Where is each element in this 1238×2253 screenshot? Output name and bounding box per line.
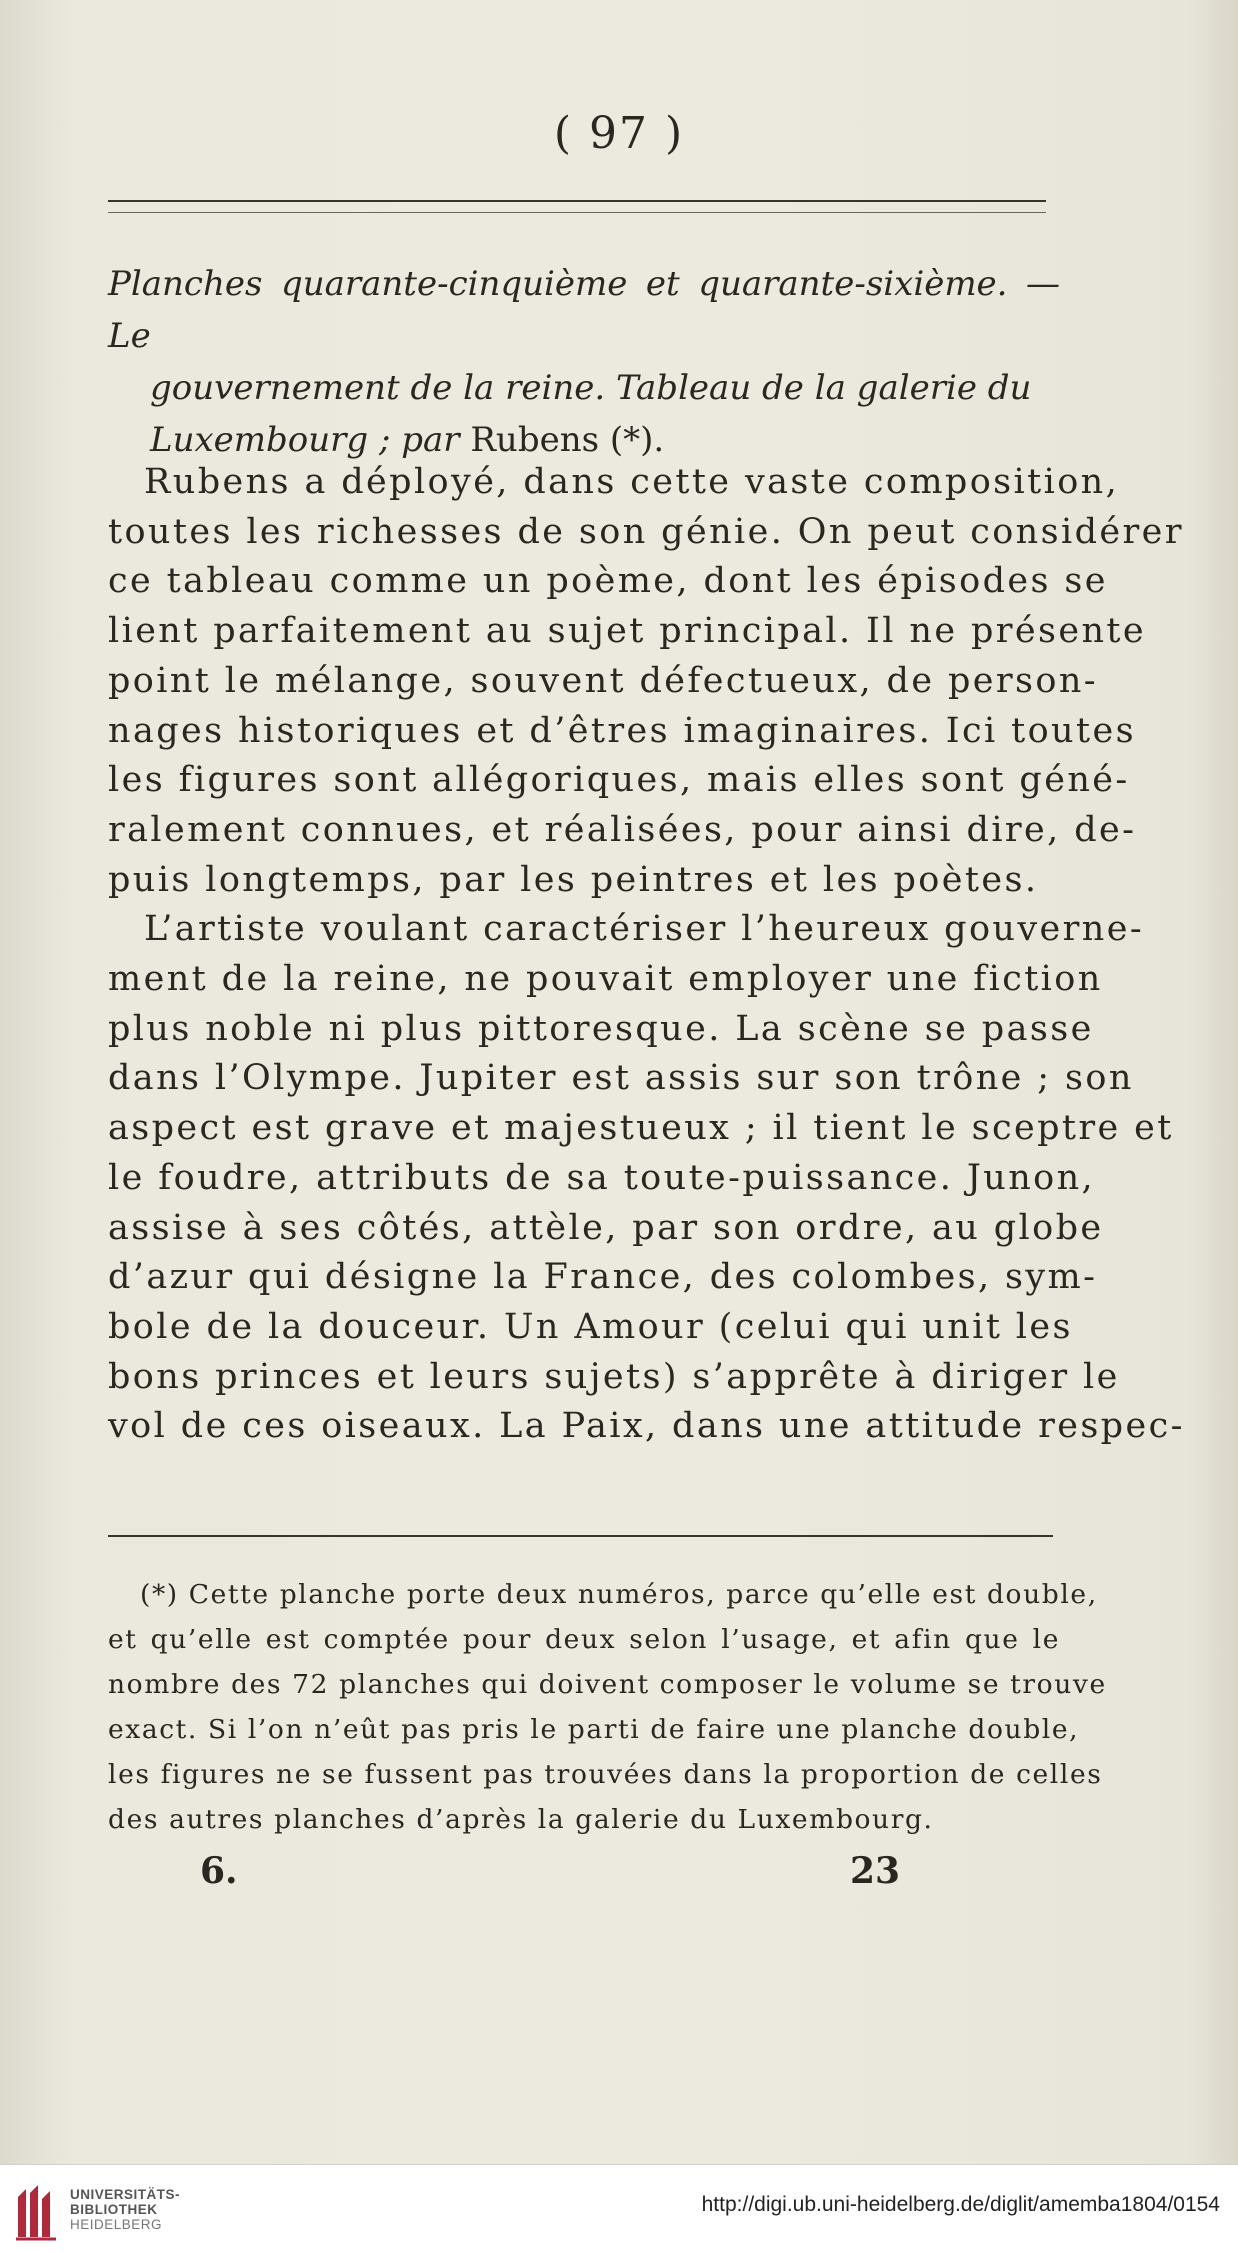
heading-line-2: gouvernement de la reine. Tableau de la galerie du (150, 368, 1032, 408)
footnote-line: nombre des 72 planches qui doivent composer le volume se trouve (108, 1669, 1107, 1700)
header-rule-thin (108, 212, 1046, 213)
body-line: d’azur qui désigne la France, des colombes, sym- (108, 1257, 1098, 1298)
body-line: le foudre, attributs de sa toute-puissance. Junon, (108, 1157, 1096, 1198)
body-line: les figures sont allégoriques, mais elles sont géné- (108, 760, 1130, 801)
body-line: puis longtemps, par les peintres et les poètes. (108, 859, 1039, 900)
body-line: L’artiste voulant caractériser l’heureux gouverne- (144, 909, 1145, 950)
body-paragraphs (108, 458, 1185, 1452)
body-line: toutes les richesses de son génie. On peut considérer (108, 511, 1184, 552)
heading-line-1: Planches quarante-cinquième et quarante-sixième. — Le (108, 264, 1060, 356)
permalink-url[interactable]: http://digi.ub.uni-heidelberg.de/diglit/amemba1804/0154 (701, 2193, 1220, 2216)
body-line: plus noble ni plus pittoresque. La scène se passe (108, 1008, 1094, 1049)
viewer-footer (0, 2164, 1238, 2253)
footnote-line: des autres planches d’après la galerie du Luxembourg. (108, 1804, 934, 1835)
body-line: bons princes et leurs sujets) s’apprête à diriger le (108, 1356, 1120, 1397)
footnote-line: les figures ne se fussent pas trouvées dans la proportion de celles (108, 1759, 1103, 1790)
footnote-line: (*) Cette planche porte deux numéros, parce qu’elle est double, (140, 1579, 1098, 1610)
footnote-line: et qu’elle est comptée pour deux selon l’usage, et afin que le (108, 1624, 1060, 1655)
body-line: ment de la reine, ne pouvait employer une fiction (108, 959, 1103, 1000)
footnote-line: exact. Si l’on n’eût pas pris le parti de faire une planche double, (108, 1714, 1080, 1745)
body-line: vol de ces oiseaux. La Paix, dans une attitude respec- (108, 1406, 1185, 1447)
heading-line-3-author: Rubens (*). (470, 420, 665, 460)
body-line: dans l’Olympe. Jupiter est assis sur son trône ; son (108, 1058, 1134, 1099)
section-heading (108, 258, 1060, 466)
body-line: aspect est grave et majestueux ; il tient le sceptre et (108, 1108, 1174, 1149)
footnote-rule (108, 1535, 1053, 1537)
heading-line-3-italic: Luxembourg ; par (150, 420, 471, 460)
body-line: bole de la douceur. Un Amour (celui qui unit les (108, 1306, 1073, 1347)
header-rule (108, 200, 1046, 202)
library-name-line: BIBLIOTHEK (70, 2202, 158, 2217)
body-line: point le mélange, souvent défectueux, de person- (108, 660, 1099, 701)
body-line: ce tableau comme un poème, dont les épisodes se (108, 561, 1108, 602)
signature-mark: 6. (200, 1850, 238, 1892)
body-line: assise à ses côtés, attèle, par son ordre, au globe (108, 1207, 1104, 1248)
body-line: Rubens a déployé, dans cette vaste composition, (144, 462, 1120, 502)
page-number: ( 97 ) (553, 108, 685, 159)
body-line: nages historiques et d’êtres imaginaires. Ici toutes (108, 710, 1136, 751)
footnote (108, 1572, 1107, 1842)
body-line: lient parfaitement au sujet principal. Il ne présente (108, 611, 1147, 652)
body-line: ralement connues, et réalisées, pour ainsi dire, de- (108, 809, 1137, 850)
university-library-logo-icon[interactable] (12, 2179, 60, 2241)
library-name-line: HEIDELBERG (70, 2217, 163, 2232)
gathering-number: 23 (850, 1850, 901, 1892)
library-name[interactable] (70, 2187, 180, 2232)
library-name-line: UNIVERSITÄTS- (70, 2187, 181, 2202)
